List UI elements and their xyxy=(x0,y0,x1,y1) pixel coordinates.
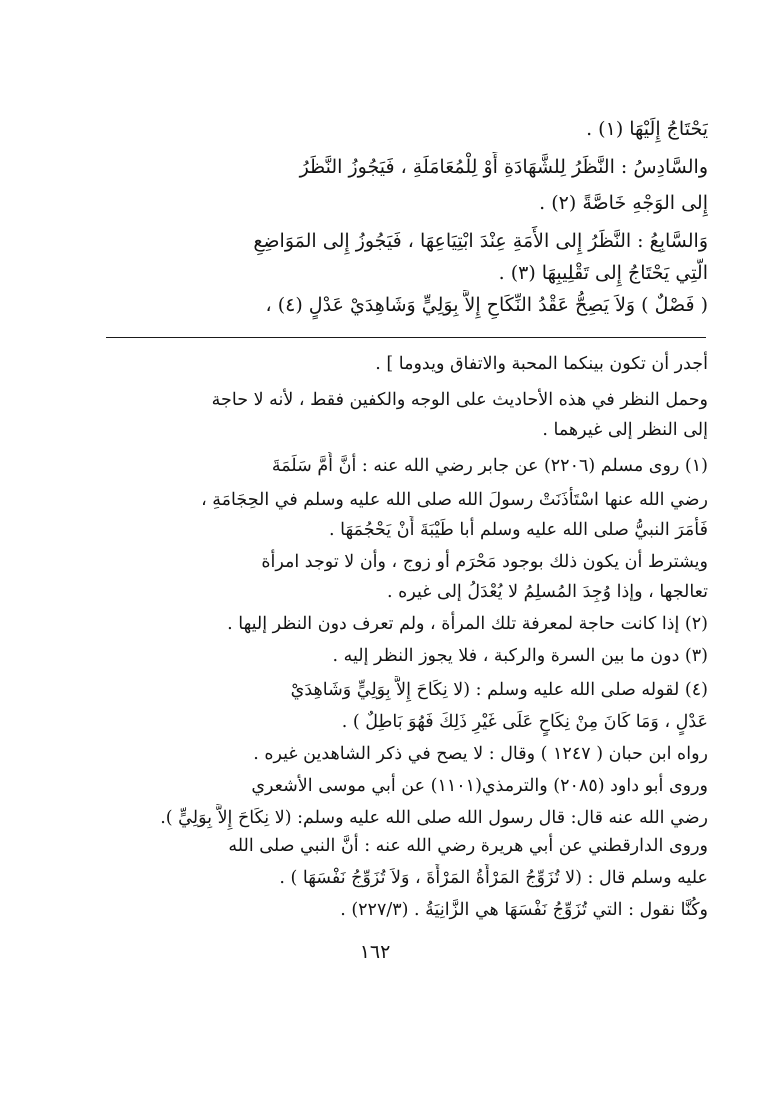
main-text-line: ( فَصْلٌ ) وَلاَ يَصِحُّ عَقْدُ النِّكَاحِ إِلاَّ بِوَلِيٍّ وَشَاهِدَيْ عَدْلٍ (٤) ، xyxy=(265,294,708,316)
main-text-line: إِلى الوَجْهِ خَاصَّةً (٢) . xyxy=(539,192,708,214)
footnote-line: وكُنَّا نقول : التي تُزَوِّجُ نَفْسَهَا هي الزَّانِيَةُ . (٢٢٧/٣) . xyxy=(340,900,708,920)
footnote-1: (١) روى مسلم (٢٢٠٦) عن جابر رضي الله عنه : أنَّ أُمَّ سَلَمَةَ xyxy=(271,456,708,476)
main-text-line: يَحْتَاجُ إِلَيْهَا (١) . xyxy=(586,118,708,140)
footnote-line: رواه ابن حبان ( ١٢٤٧ ) وقال : لا يصح في ذكر الشاهدين غيره . xyxy=(253,744,708,764)
footnote-line: رضي الله عنه قال: قال رسول الله صلى الله عليه وسلم: (لا نِكَاحَ إِلاَّ بِوَلِيٍّ ). xyxy=(160,808,708,828)
main-text-line: والسَّادِسُ : النَّظَرُ لِلشَّهَادَةِ أَوْ لِلْمُعَامَلَةِ ، فَيَجُوزُ النَّظَرُ xyxy=(299,156,708,178)
main-text-line: وَالسَّابِعُ : النَّظَرُ إِلى الأَمَةِ عِنْدَ ابْتِيَاعِهَا ، فَيَجُوزُ إِلى المَوَاضِعِ xyxy=(253,230,708,252)
footnote-line: أجدر أن تكون بينكما المحبة والاتفاق ويدوما ] . xyxy=(375,354,708,374)
page-number: ١٦٢ xyxy=(359,941,391,963)
footnote-line: إلى النظر إلى غيرهما . xyxy=(542,420,708,440)
footnote-line: رضي الله عنها اسْتَأْذَنَتْ رسولَ الله صلى الله عليه وسلم في الحِجَامَةِ ، xyxy=(201,490,708,510)
footnote-line: عَدْلٍ ، وَمَا كَانَ مِنْ نِكَاحٍ عَلَى غَيْرِ ذَلِكَ فَهُوَ بَاطِلٌ ) . xyxy=(341,712,708,732)
footnote-line: وروى أبو داود (٢٠٨٥) والترمذي(١١٠١) عن أبي موسى الأشعري xyxy=(251,776,708,796)
footnote-line: عليه وسلم قال : (لا تُزَوِّجُ المَرْأَةُ المَرْأَةَ ، وَلاَ تُزَوِّجُ نَفْسَهَا ) . xyxy=(279,868,708,888)
footnote-line: تعالجها ، وإذا وُجِدَ المُسلِمُ لا يُعْدَلُ إلى غيره . xyxy=(387,582,708,602)
footnote-line: وحمل النظر في هذه الأحاديث على الوجه والكفين فقط ، لأنه لا حاجة xyxy=(211,390,708,410)
footnote-3: (٣) دون ما بين السرة والركبة ، فلا يجوز النظر إليه . xyxy=(332,646,708,666)
footnote-separator xyxy=(106,337,706,338)
footnote-line: وروى الدارقطني عن أبي هريرة رضي الله عنه : أنَّ النبي صلى الله xyxy=(228,836,708,856)
main-text-line: الَّتِي يَحْتَاجُ إِلى تَقْلِيبِهَا (٣) . xyxy=(498,262,708,284)
footnote-4: (٤) لقوله صلى الله عليه وسلم : (لا نِكَاحَ إِلاَّ بِوَلِيٍّ وَشَاهِدَيْ xyxy=(290,680,708,700)
footnote-2: (٢) إذا كانت حاجة لمعرفة تلك المرأة ، ولم تعرف دون النظر إليها . xyxy=(227,614,708,634)
footnote-line: فَأَمَرَ النبيُّ صلى الله عليه وسلم أبا طَيْبَةَ أَنْ يَحْجُمَهَا . xyxy=(329,520,708,540)
footnote-line: ويشترط أن يكون ذلك بوجود مَحْرَم أو زوج ، وأن لا توجد امرأة xyxy=(261,552,708,572)
